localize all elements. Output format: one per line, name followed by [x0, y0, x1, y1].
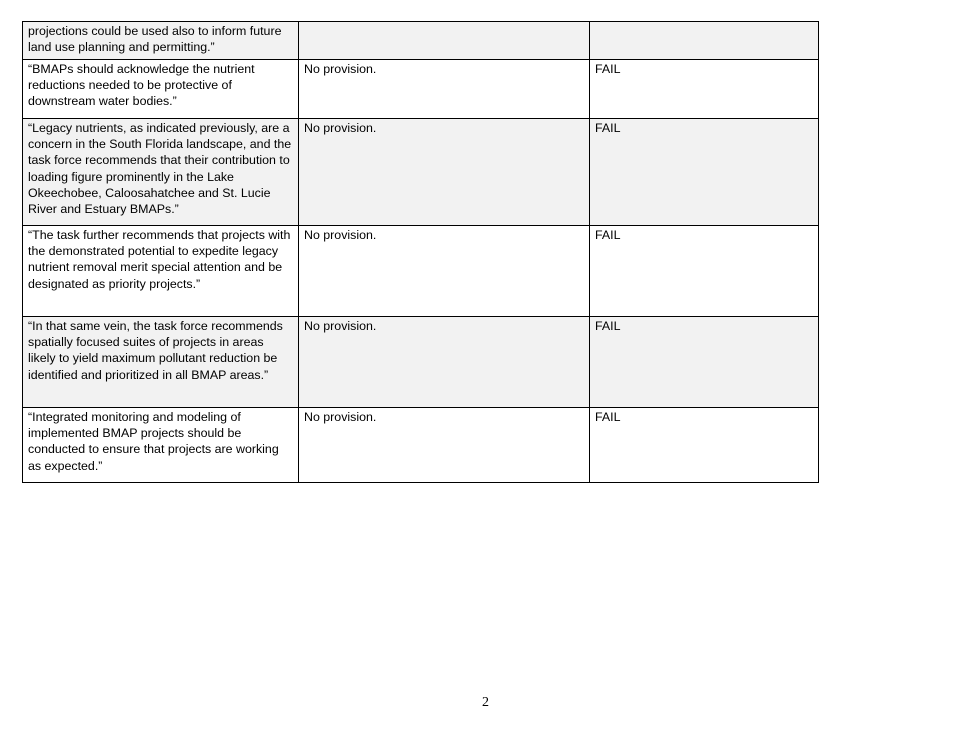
- grade-cell: FAIL: [590, 408, 819, 483]
- provision-cell: [299, 22, 590, 60]
- provision-cell: No provision.: [299, 226, 590, 317]
- grade-cell: FAIL: [590, 60, 819, 119]
- recommendation-cell: projections could be used also to inform future land use planning and permitting.”: [23, 22, 299, 60]
- recommendation-cell: “The task further recommends that projects with the demonstrated potential to expedite legacy nutrient removal merit special attention and be designated as priority projects.”: [23, 226, 299, 317]
- provision-cell: No provision.: [299, 317, 590, 408]
- grade-cell: [590, 22, 819, 60]
- provision-cell: No provision.: [299, 119, 590, 226]
- table-row: [23, 119, 819, 226]
- provision-cell: No provision.: [299, 408, 590, 483]
- provision-cell: No provision.: [299, 60, 590, 119]
- recommendation-cell: “BMAPs should acknowledge the nutrient reductions needed to be protective of downstream water bodies.”: [23, 60, 299, 119]
- table-row: [23, 317, 819, 408]
- table-row: [23, 60, 819, 119]
- grade-cell: FAIL: [590, 226, 819, 317]
- grade-cell: FAIL: [590, 119, 819, 226]
- table-row: [23, 226, 819, 317]
- recommendation-cell: “Integrated monitoring and modeling of implemented BMAP projects should be conducted to ensure that projects are working as expected.”: [23, 408, 299, 483]
- recommendations-table: [22, 21, 819, 483]
- table-row: [23, 408, 819, 483]
- table-row: [23, 22, 819, 60]
- recommendation-cell: “In that same vein, the task force recommends spatially focused suites of projects in areas likely to yield maximum pollutant reduction be identified and prioritized in all BMAP areas.”: [23, 317, 299, 408]
- recommendation-cell: “Legacy nutrients, as indicated previously, are a concern in the South Florida landscape, and the task force recommends that their contribution to loading figure prominently in the Lake Okeechobee, Caloosahatchee and St. Lucie River and Estuary BMAPs.”: [23, 119, 299, 226]
- grade-cell: FAIL: [590, 317, 819, 408]
- page-number: 2: [482, 695, 489, 710]
